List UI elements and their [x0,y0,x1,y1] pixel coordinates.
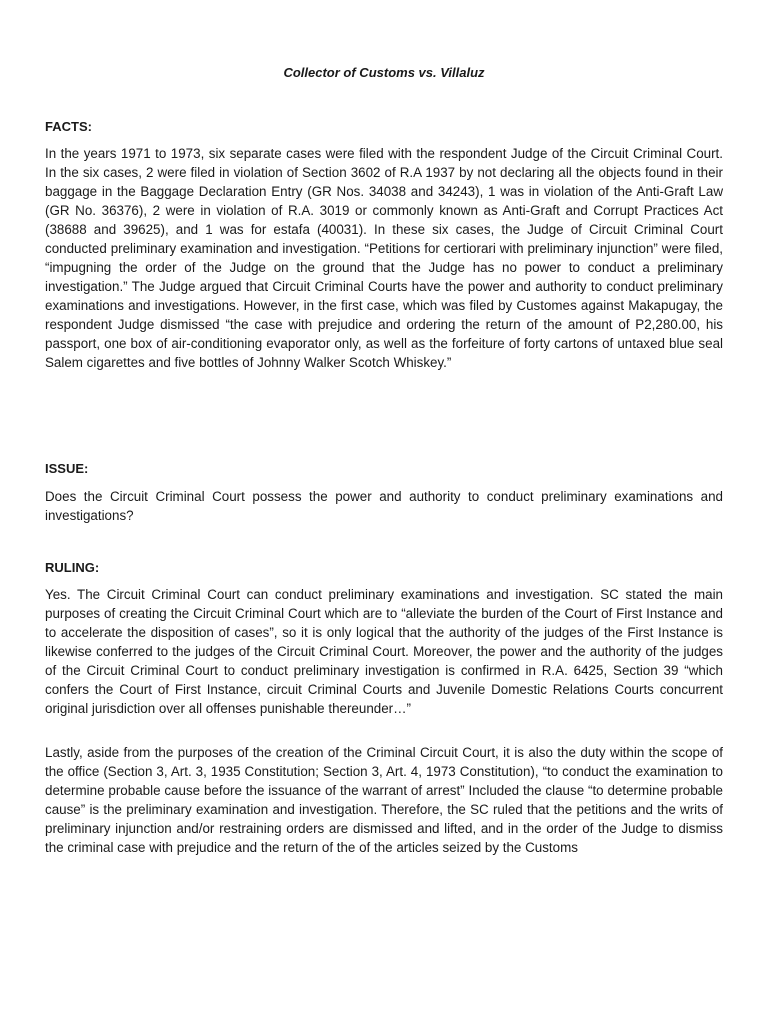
document-title: Collector of Customs vs. Villaluz [283,65,485,80]
issue-heading: ISSUE: [45,461,89,476]
issue-paragraph: Does the Circuit Criminal Court possess the power and authority to conduct preliminary examinations and investigations? [45,489,723,523]
facts-heading: FACTS: [45,119,92,134]
facts-paragraph: In the years 1971 to 1973, six separate cases were filed with the respondent Judge of the Circuit Criminal Court. In the six cases, 2 were filed in violation of Section 3602 of R.A 1937 by not declaring all the objects found in their baggage in the Baggage Declaration Entry (GR Nos. 34038 and 34243), 1 was in violation of the Anti-Graft Law (GR No. 36376), 2 were in violation of R.A. 3019 or commonly known as Anti-Graft and Corrupt Practices Act (38688 and 39625), and 1 was for estafa (40031). In these six cases, the Judge of Circuit Criminal Court conducted preliminary examination and investigation. “Petitions for certiorari with preliminary injunction” were filed, “impugning the order of the Judge on the ground that the Judge has no power to conduct a preliminary investigation.” The Judge argued that Circuit Criminal Courts have the power and authority to conduct preliminary examinations and investigations. However, in the first case, which was filed by Customes against Makapugay, the respondent Judge dismissed “the case with prejudice and ordering the return of the amount of P2,280.00, his passport, one box of air-conditioning evaporator only, as well as the forfeiture of forty cartons of untaxed blue seal Salem cigarettes and five bottles of Johnny Walker Scotch Whiskey.” [45,146,723,370]
ruling-paragraph-1: Yes. The Circuit Criminal Court can conduct preliminary examinations and investigation. SC stated the main purposes of creating the Circuit Criminal Court which are to “alleviate the burden of the Court of First Instance and to accelerate the disposition of cases”, so it is only logical that the authority of the judges of the First Instance is likewise conferred to the judges of the Circuit Criminal Court. Moreover, the power and the authority of the judges of the Circuit Criminal Court to conduct preliminary investigation is confirmed in R.A. 6425, Section 39 “which confers the Court of First Instance, circuit Criminal Courts and Juvenile Domestic Relations Courts concurrent original jurisdiction over all offenses punishable thereunder…” [45,587,723,716]
ruling-paragraph-2: Lastly, aside from the purposes of the creation of the Criminal Circuit Court, it is also the duty within the scope of the office (Section 3, Art. 3, 1935 Constitution; Section 3, Art. 4, 1973 Constitution), “to conduct the examination to determine probable cause before the issuance of the warrant of arrest” Included the clause “to determine probable cause” is the preliminary examination and investigation. Therefore, the SC ruled that the petitions and the writs of preliminary injunction and/or restraining orders are dismissed and lifted, and in the order of the Judge to dismiss the criminal case with prejudice and the return of the of the articles seized by the Customs [45,745,723,855]
ruling-heading: RULING: [45,560,100,575]
